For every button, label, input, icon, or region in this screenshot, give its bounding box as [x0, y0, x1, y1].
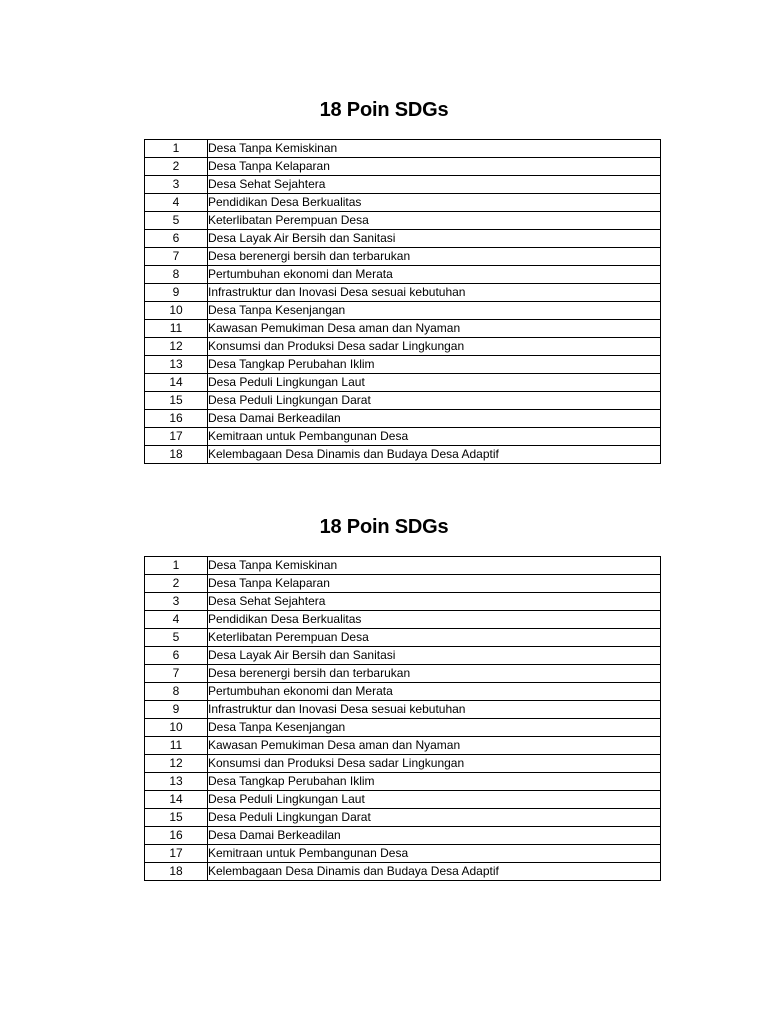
goal-label: Desa Tanpa Kesenjangan — [208, 302, 661, 320]
goal-number: 3 — [145, 176, 208, 194]
table-row — [145, 719, 661, 737]
goal-label: Desa Sehat Sejahtera — [208, 176, 661, 194]
goal-label: Desa Sehat Sejahtera — [208, 593, 661, 611]
goal-number: 15 — [145, 809, 208, 827]
goal-number: 7 — [145, 665, 208, 683]
goal-number: 4 — [145, 611, 208, 629]
table-row — [145, 665, 661, 683]
table-row — [145, 140, 661, 158]
table-row — [145, 809, 661, 827]
goal-label: Pendidikan Desa Berkualitas — [208, 194, 661, 212]
sdg-section-1 — [0, 92, 768, 461]
goal-label: Desa Tangkap Perubahan Iklim — [208, 356, 661, 374]
goal-number: 17 — [145, 428, 208, 446]
goal-label: Desa Tanpa Kesenjangan — [208, 719, 661, 737]
goal-label: Desa berenergi bersih dan terbarukan — [208, 665, 661, 683]
table-row — [145, 284, 661, 302]
table-row — [145, 737, 661, 755]
goal-label: Pendidikan Desa Berkualitas — [208, 611, 661, 629]
table-row — [145, 176, 661, 194]
section-title: 18 Poin SDGs — [319, 516, 449, 538]
goal-number: 16 — [145, 827, 208, 845]
table-row — [145, 356, 661, 374]
goal-label: Infrastruktur dan Inovasi Desa sesuai kebutuhan — [208, 701, 661, 719]
goal-number: 2 — [145, 158, 208, 176]
table-row — [145, 194, 661, 212]
goal-label: Desa Tanpa Kemiskinan — [208, 140, 661, 158]
goal-label: Desa Peduli Lingkungan Darat — [208, 809, 661, 827]
table-row — [145, 374, 661, 392]
goal-label: Keterlibatan Perempuan Desa — [208, 629, 661, 647]
goal-number: 1 — [145, 557, 208, 575]
table-row — [145, 701, 661, 719]
table-row — [145, 593, 661, 611]
goal-label: Desa Tanpa Kelaparan — [208, 158, 661, 176]
table-row — [145, 212, 661, 230]
goal-number: 11 — [145, 320, 208, 338]
table-row — [145, 446, 661, 464]
goal-number: 14 — [145, 791, 208, 809]
goal-number: 14 — [145, 374, 208, 392]
table-row — [145, 302, 661, 320]
table-row — [145, 410, 661, 428]
goal-number: 15 — [145, 392, 208, 410]
goal-number: 6 — [145, 647, 208, 665]
goal-number: 17 — [145, 845, 208, 863]
goal-number: 12 — [145, 755, 208, 773]
goal-label: Pertumbuhan ekonomi dan Merata — [208, 266, 661, 284]
table-row — [145, 845, 661, 863]
goal-label: Kelembagaan Desa Dinamis dan Budaya Desa Adaptif — [208, 863, 661, 881]
goal-label: Desa Peduli Lingkungan Darat — [208, 392, 661, 410]
goal-number: 10 — [145, 302, 208, 320]
goal-number: 1 — [145, 140, 208, 158]
table-row — [145, 647, 661, 665]
table-row — [145, 338, 661, 356]
sdg-table-body — [145, 140, 661, 464]
goal-label: Desa Peduli Lingkungan Laut — [208, 791, 661, 809]
goal-label: Konsumsi dan Produksi Desa sadar Lingkungan — [208, 755, 661, 773]
table-row — [145, 557, 661, 575]
goal-label: Desa Peduli Lingkungan Laut — [208, 374, 661, 392]
goal-label: Desa Layak Air Bersih dan Sanitasi — [208, 230, 661, 248]
table-row — [145, 611, 661, 629]
goal-label: Kawasan Pemukiman Desa aman dan Nyaman — [208, 320, 661, 338]
goal-label: Desa Damai Berkeadilan — [208, 827, 661, 845]
goal-number: 13 — [145, 773, 208, 791]
goal-label: Kemitraan untuk Pembangunan Desa — [208, 428, 661, 446]
goal-number: 13 — [145, 356, 208, 374]
table-row — [145, 392, 661, 410]
goal-number: 12 — [145, 338, 208, 356]
table-row — [145, 230, 661, 248]
sdg-table — [144, 139, 661, 464]
table-row — [145, 863, 661, 881]
goal-number: 5 — [145, 629, 208, 647]
goal-label: Desa berenergi bersih dan terbarukan — [208, 248, 661, 266]
sdg-table-body — [145, 557, 661, 881]
goal-number: 10 — [145, 719, 208, 737]
goal-number: 9 — [145, 284, 208, 302]
goal-number: 5 — [145, 212, 208, 230]
goal-number: 11 — [145, 737, 208, 755]
table-row — [145, 755, 661, 773]
section-title: 18 Poin SDGs — [319, 99, 449, 121]
table-row — [145, 158, 661, 176]
goal-label: Desa Layak Air Bersih dan Sanitasi — [208, 647, 661, 665]
goal-label: Desa Tangkap Perubahan Iklim — [208, 773, 661, 791]
goal-label: Pertumbuhan ekonomi dan Merata — [208, 683, 661, 701]
goal-number: 7 — [145, 248, 208, 266]
goal-label: Kelembagaan Desa Dinamis dan Budaya Desa Adaptif — [208, 446, 661, 464]
goal-number: 18 — [145, 863, 208, 881]
table-row — [145, 683, 661, 701]
sdg-table — [144, 556, 661, 881]
goal-label: Kemitraan untuk Pembangunan Desa — [208, 845, 661, 863]
goal-number: 9 — [145, 701, 208, 719]
table-row — [145, 827, 661, 845]
goal-number: 8 — [145, 266, 208, 284]
goal-label: Desa Damai Berkeadilan — [208, 410, 661, 428]
goal-label: Desa Tanpa Kemiskinan — [208, 557, 661, 575]
goal-number: 16 — [145, 410, 208, 428]
goal-label: Keterlibatan Perempuan Desa — [208, 212, 661, 230]
table-row — [145, 791, 661, 809]
table-row — [145, 248, 661, 266]
sdg-section-2 — [0, 509, 768, 878]
goal-number: 2 — [145, 575, 208, 593]
goal-label: Infrastruktur dan Inovasi Desa sesuai kebutuhan — [208, 284, 661, 302]
goal-number: 6 — [145, 230, 208, 248]
table-row — [145, 320, 661, 338]
table-row — [145, 629, 661, 647]
goal-label: Konsumsi dan Produksi Desa sadar Lingkungan — [208, 338, 661, 356]
goal-number: 3 — [145, 593, 208, 611]
goal-label: Desa Tanpa Kelaparan — [208, 575, 661, 593]
table-row — [145, 428, 661, 446]
goal-number: 4 — [145, 194, 208, 212]
goal-label: Kawasan Pemukiman Desa aman dan Nyaman — [208, 737, 661, 755]
goal-number: 8 — [145, 683, 208, 701]
goal-number: 18 — [145, 446, 208, 464]
table-row — [145, 773, 661, 791]
table-row — [145, 266, 661, 284]
table-row — [145, 575, 661, 593]
